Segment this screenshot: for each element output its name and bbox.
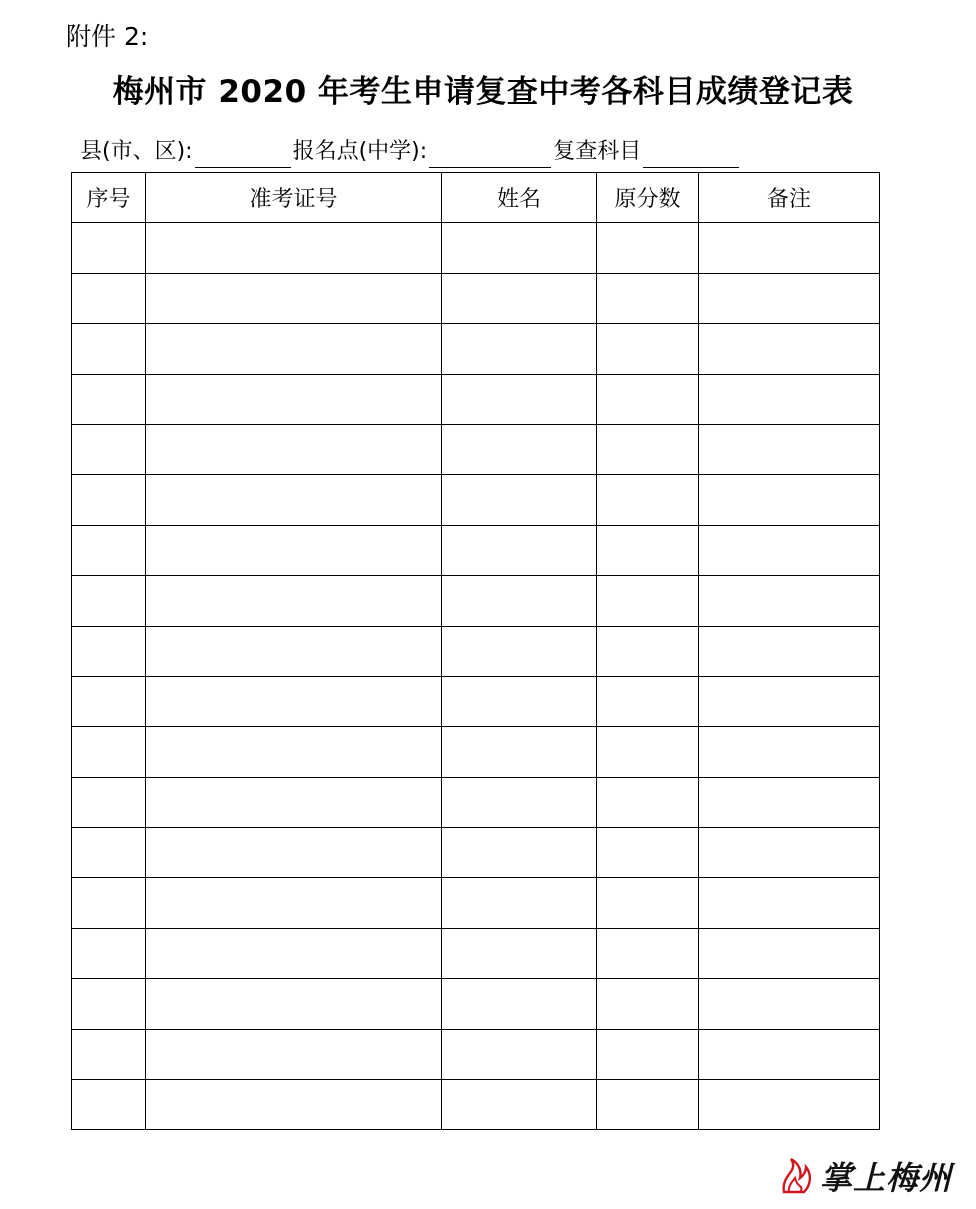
table-cell-remarks[interactable] <box>699 777 880 827</box>
table-cell-exam-number[interactable] <box>146 928 442 978</box>
table-row <box>72 727 880 777</box>
table-cell-name[interactable] <box>442 424 597 474</box>
column-header-serial: 序号 <box>72 173 146 223</box>
table-cell-name[interactable] <box>442 777 597 827</box>
table-cell-remarks[interactable] <box>699 324 880 374</box>
table-cell-original-score[interactable] <box>597 727 699 777</box>
table-cell-remarks[interactable] <box>699 374 880 424</box>
table-cell-original-score[interactable] <box>597 878 699 928</box>
flame-logo-icon <box>780 1158 814 1194</box>
table-cell-exam-number[interactable] <box>146 475 442 525</box>
table-cell-exam-number[interactable] <box>146 1080 442 1130</box>
table-cell-remarks[interactable] <box>699 727 880 777</box>
table-cell-serial[interactable] <box>72 475 146 525</box>
table-cell-remarks[interactable] <box>699 475 880 525</box>
column-header-exam-number: 准考证号 <box>146 173 442 223</box>
table-cell-exam-number[interactable] <box>146 878 442 928</box>
logo-text: 掌上梅州 <box>819 1159 952 1197</box>
table-cell-remarks[interactable] <box>699 1029 880 1079</box>
table-row <box>72 928 880 978</box>
table-cell-remarks[interactable] <box>699 1080 880 1130</box>
table-cell-exam-number[interactable] <box>146 576 442 626</box>
table-cell-serial[interactable] <box>72 525 146 575</box>
table-cell-name[interactable] <box>442 979 597 1029</box>
table-cell-name[interactable] <box>442 374 597 424</box>
table-cell-serial[interactable] <box>72 878 146 928</box>
table-row <box>72 1080 880 1130</box>
table-cell-serial[interactable] <box>72 727 146 777</box>
column-header-name: 姓名 <box>442 173 597 223</box>
table-cell-exam-number[interactable] <box>146 979 442 1029</box>
table-cell-remarks[interactable] <box>699 525 880 575</box>
table-cell-remarks[interactable] <box>699 878 880 928</box>
table-cell-original-score[interactable] <box>597 475 699 525</box>
page-title: 梅州市 2020 年考生申请复查中考各科目成绩登记表 <box>112 74 854 110</box>
form-fields-line <box>80 136 741 168</box>
table-cell-original-score[interactable] <box>597 1080 699 1130</box>
table-cell-name[interactable] <box>442 1080 597 1130</box>
table-cell-original-score[interactable] <box>597 777 699 827</box>
table-cell-exam-number[interactable] <box>146 525 442 575</box>
table-cell-exam-number[interactable] <box>146 374 442 424</box>
table-cell-original-score[interactable] <box>597 424 699 474</box>
table-cell-serial[interactable] <box>72 374 146 424</box>
table-cell-exam-number[interactable] <box>146 223 442 273</box>
table-row <box>72 374 880 424</box>
table-cell-name[interactable] <box>442 828 597 878</box>
table-cell-name[interactable] <box>442 878 597 928</box>
table-cell-remarks[interactable] <box>699 928 880 978</box>
table-cell-exam-number[interactable] <box>146 828 442 878</box>
table-cell-name[interactable] <box>442 223 597 273</box>
table-cell-exam-number[interactable] <box>146 777 442 827</box>
table-cell-original-score[interactable] <box>597 1029 699 1079</box>
table-row <box>72 1029 880 1079</box>
table-cell-serial[interactable] <box>72 223 146 273</box>
table-cell-name[interactable] <box>442 475 597 525</box>
table-cell-remarks[interactable] <box>699 576 880 626</box>
table-cell-serial[interactable] <box>72 928 146 978</box>
table-cell-original-score[interactable] <box>597 676 699 726</box>
table-row <box>72 223 880 273</box>
table-row <box>72 777 880 827</box>
table-header-row <box>72 173 880 223</box>
table-cell-serial[interactable] <box>72 979 146 1029</box>
table-cell-name[interactable] <box>442 525 597 575</box>
school-label: 报名点(中学): <box>292 139 428 164</box>
table-cell-exam-number[interactable] <box>146 273 442 323</box>
table-cell-name[interactable] <box>442 676 597 726</box>
subject-blank[interactable] <box>643 143 739 168</box>
table-row <box>72 626 880 676</box>
table-cell-exam-number[interactable] <box>146 676 442 726</box>
table-cell-name[interactable] <box>442 626 597 676</box>
table-cell-remarks[interactable] <box>699 626 880 676</box>
table-cell-serial[interactable] <box>72 576 146 626</box>
table-cell-exam-number[interactable] <box>146 324 442 374</box>
table-cell-exam-number[interactable] <box>146 424 442 474</box>
table-row <box>72 979 880 1029</box>
registration-table <box>71 172 880 1130</box>
county-label: 县(市、区): <box>80 139 193 164</box>
table-cell-original-score[interactable] <box>597 223 699 273</box>
table-cell-original-score[interactable] <box>597 374 699 424</box>
table-cell-remarks[interactable] <box>699 273 880 323</box>
app-logo <box>780 1154 952 1198</box>
table-cell-original-score[interactable] <box>597 979 699 1029</box>
table-cell-exam-number[interactable] <box>146 727 442 777</box>
table-cell-remarks[interactable] <box>699 828 880 878</box>
table-row <box>72 324 880 374</box>
table-cell-exam-number[interactable] <box>146 626 442 676</box>
table-row <box>72 878 880 928</box>
table-cell-serial[interactable] <box>72 676 146 726</box>
table-cell-exam-number[interactable] <box>146 1029 442 1079</box>
table-cell-original-score[interactable] <box>597 525 699 575</box>
subject-label: 复查科目 <box>553 139 642 164</box>
table-cell-remarks[interactable] <box>699 979 880 1029</box>
table-cell-original-score[interactable] <box>597 273 699 323</box>
table-cell-serial[interactable] <box>72 1029 146 1079</box>
table-row <box>72 424 880 474</box>
table-cell-serial[interactable] <box>72 324 146 374</box>
column-header-original-score: 原分数 <box>597 173 699 223</box>
table-row <box>72 475 880 525</box>
table-cell-serial[interactable] <box>72 828 146 878</box>
column-header-remarks: 备注 <box>699 173 880 223</box>
table-cell-original-score[interactable] <box>597 324 699 374</box>
table-cell-name[interactable] <box>442 928 597 978</box>
table-row <box>72 828 880 878</box>
table-cell-name[interactable] <box>442 273 597 323</box>
table-cell-serial[interactable] <box>72 424 146 474</box>
table-cell-serial[interactable] <box>72 777 146 827</box>
table-cell-remarks[interactable] <box>699 676 880 726</box>
table-body <box>72 223 880 1130</box>
table-row <box>72 273 880 323</box>
table-cell-remarks[interactable] <box>699 424 880 474</box>
table-cell-name[interactable] <box>442 727 597 777</box>
school-blank[interactable] <box>429 143 551 168</box>
table-cell-serial[interactable] <box>72 273 146 323</box>
table-cell-remarks[interactable] <box>699 223 880 273</box>
attachment-label: 附件 2: <box>66 22 149 51</box>
table-cell-name[interactable] <box>442 576 597 626</box>
table-cell-serial[interactable] <box>72 626 146 676</box>
table-row <box>72 576 880 626</box>
table-cell-original-score[interactable] <box>597 828 699 878</box>
table-cell-original-score[interactable] <box>597 626 699 676</box>
table-cell-original-score[interactable] <box>597 928 699 978</box>
table-row <box>72 676 880 726</box>
table-cell-original-score[interactable] <box>597 576 699 626</box>
table-cell-name[interactable] <box>442 324 597 374</box>
county-blank[interactable] <box>195 143 291 168</box>
table-cell-serial[interactable] <box>72 1080 146 1130</box>
table-row <box>72 525 880 575</box>
table-cell-name[interactable] <box>442 1029 597 1079</box>
